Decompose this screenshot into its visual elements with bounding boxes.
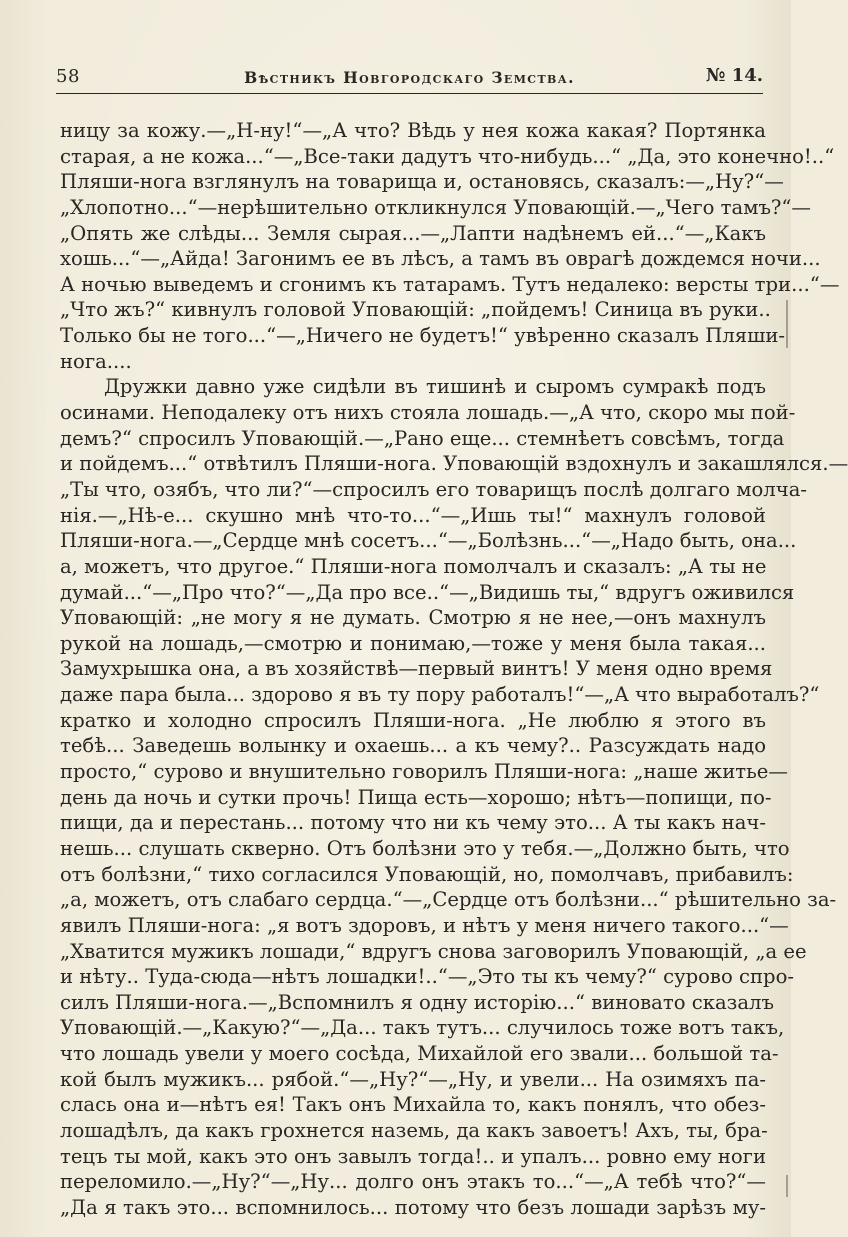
text-line: ницу за кожу.—„Н-ну!“—„А что? Вѣдь у нея кожа какая? Портянка <box>60 119 766 142</box>
paragraph-start-line: Дружки давно уже сидѣли въ тишинѣ и сыромъ сумракѣ подъ <box>104 375 766 399</box>
text-line: думай...“—„Про что?“—„Да про все..“—„Видишь ты,“ вдругъ оживился <box>60 580 795 604</box>
page-header <box>56 62 763 92</box>
text-line: рукой на лошадь,—смотрю и понимаю,—тоже у меня была такая... <box>60 631 766 655</box>
text-line: день да ночь и сутки прочь! Пища есть—хорошо; нѣтъ—попищи, по- <box>60 785 772 809</box>
text-line: „Хлопотно...“—нерѣшительно откликнулся Уповающій.—„Чего тамъ?“— <box>60 195 812 219</box>
right-edge-mark <box>786 300 788 348</box>
text-line: хошь...“—„Айда! Загонимъ ее въ лѣсъ, а тамъ въ оврагѣ дождемся ночи... <box>60 247 821 271</box>
journal-title: Вѣстникъ Новгородскаго Земства. <box>244 68 575 87</box>
text-line: просто,“ сурово и внушительно говорилъ Пляши-нога: „наше житье— <box>60 760 788 784</box>
text-line: кой былъ мужикъ... рябой.“—„Ну?“—„Ну, и увели... На озимяхъ па- <box>60 1067 766 1091</box>
text-line: „Да я такъ это... вспомнилось... потому что безъ лошади зарѣзъ му- <box>60 1195 766 1219</box>
text-line: тецъ ты мой, какъ это онъ завылъ тогда!.. и упалъ... ровно ему ноги <box>60 1144 766 1168</box>
text-line: „Хватится мужикъ лошади,“ вдругъ снова заговорилъ Уповающій, „а ее <box>60 939 807 963</box>
text-line: тебѣ... Заведешь волынку и охаешь... а къ чему?.. Разсуждать надо <box>60 734 766 758</box>
text-line: старая, а не кожа...“—„Все-таки дадутъ что-нибудь...“ „Да, это конечно!..“ <box>60 144 835 168</box>
text-line: а, можетъ, что другое.“ Пляши-нога помолчалъ и сказалъ: „А ты не <box>60 554 767 578</box>
text-line: Уповающій.—„Какую?“—„Да... такъ тутъ... случилось тоже вотъ такъ, <box>60 1016 785 1040</box>
text-line: что лошадь увели у моего сосѣда, Михайлой его звали... большой та- <box>60 1042 779 1066</box>
text-line: лошадѣлъ, да какъ грохнется наземь, да какъ завоетъ! Ахъ, ты, бра- <box>60 1118 768 1142</box>
text-line: Только бы не того...“—„Ничего не будетъ!“ увѣренно сказалъ Пляши- <box>60 324 786 348</box>
text-line: и нѣту.. Туда-сюда—нѣтъ лошадки!..“—„Это ты къ чему?“ сурово спро- <box>60 965 794 989</box>
text-line: „Ты что, озябъ, что ли?“—спросилъ его товарищъ послѣ долгаго молча- <box>60 477 807 501</box>
text-line: осинами. Неподалеку отъ нихъ стояла лошадь.—„А что, скоро мы пой- <box>60 401 796 425</box>
text-line: Пляши-нога взглянулъ на товарища и, остановясь, сказалъ:—„Ну?“— <box>60 170 784 194</box>
text-line: явилъ Пляши-нога: „я вотъ здоровъ, и нѣтъ у меня ничего такого...“— <box>60 913 789 937</box>
text-line: нешь... слушать скверно. Отъ болѣзни это у тебя.—„Должно быть, что <box>60 836 790 860</box>
text-line: слась она и—нѣтъ ея! Такъ онъ Михайла то, какъ понялъ, что обез- <box>60 1093 766 1117</box>
text-line: Пляши-нога.—„Сердце мнѣ сосетъ...“—„Болѣзнь...“—„Надо быть, она... <box>60 529 797 553</box>
text-line: демъ?“ спросилъ Уповающій.—„Рано еще... стемнѣетъ совсѣмъ, тогда <box>60 426 785 450</box>
header-rule <box>56 93 763 94</box>
text-line: нія.—„Нѣ-е... скушно мнѣ что-то...“—„Ишь ты!“ махнулъ головой <box>60 503 766 527</box>
text-line: „а, можетъ, отъ слабаго сердца.“—„Сердце отъ болѣзни...“ рѣшительно за- <box>60 888 837 912</box>
text-line: А ночью выведемъ и сгонимъ къ татарамъ. Тутъ недалеко: версты три...“— <box>60 272 840 296</box>
text-line: и пойдемъ...“ отвѣтилъ Пляши-нога. Уповающій вздохнулъ и закашлялся.— <box>60 452 848 476</box>
text-line: кратко и холодно спросилъ Пляши-нога. „Не люблю я этого въ <box>60 708 766 732</box>
page-number: 58 <box>56 66 80 87</box>
text-line: нога.... <box>60 349 132 373</box>
issue-number: № 14. <box>705 65 763 86</box>
body-text <box>60 118 848 1221</box>
text-line: „Что жъ?“ кивнулъ головой Уповающій: „пойдемъ! Синица въ руки.. <box>60 298 771 322</box>
text-line: Замухрышка она, а въ хозяйствѣ—первый винтъ! У меня одно время <box>60 657 773 681</box>
text-line: пищи, да и перестань... потому что ни къ чему это... А ты какъ нач- <box>60 811 766 835</box>
text-line: „Опять же слѣды... Земля сырая...—„Лапти надѣнемъ ей...“—„Какъ <box>60 221 766 245</box>
text-line: переломило.—„Ну?“—„Ну... долго онъ этакъ то...“—„А тебѣ что?“— <box>60 1170 766 1194</box>
text-line: силъ Пляши-нога.—„Вспомнилъ я одну исторію...“ виновато сказалъ <box>60 990 774 1014</box>
text-line: отъ болѣзни,“ тихо согласился Уповающій, но, помолчавъ, прибавилъ: <box>60 862 794 886</box>
text-line: даже пара была... здорово я въ ту пору работалъ!“—„А что выработалъ?“ <box>60 683 820 707</box>
right-edge-mark <box>786 1175 788 1197</box>
text-line: Уповающій: „не могу я не думать. Смотрю я не нее,—онъ махнулъ <box>60 606 766 630</box>
